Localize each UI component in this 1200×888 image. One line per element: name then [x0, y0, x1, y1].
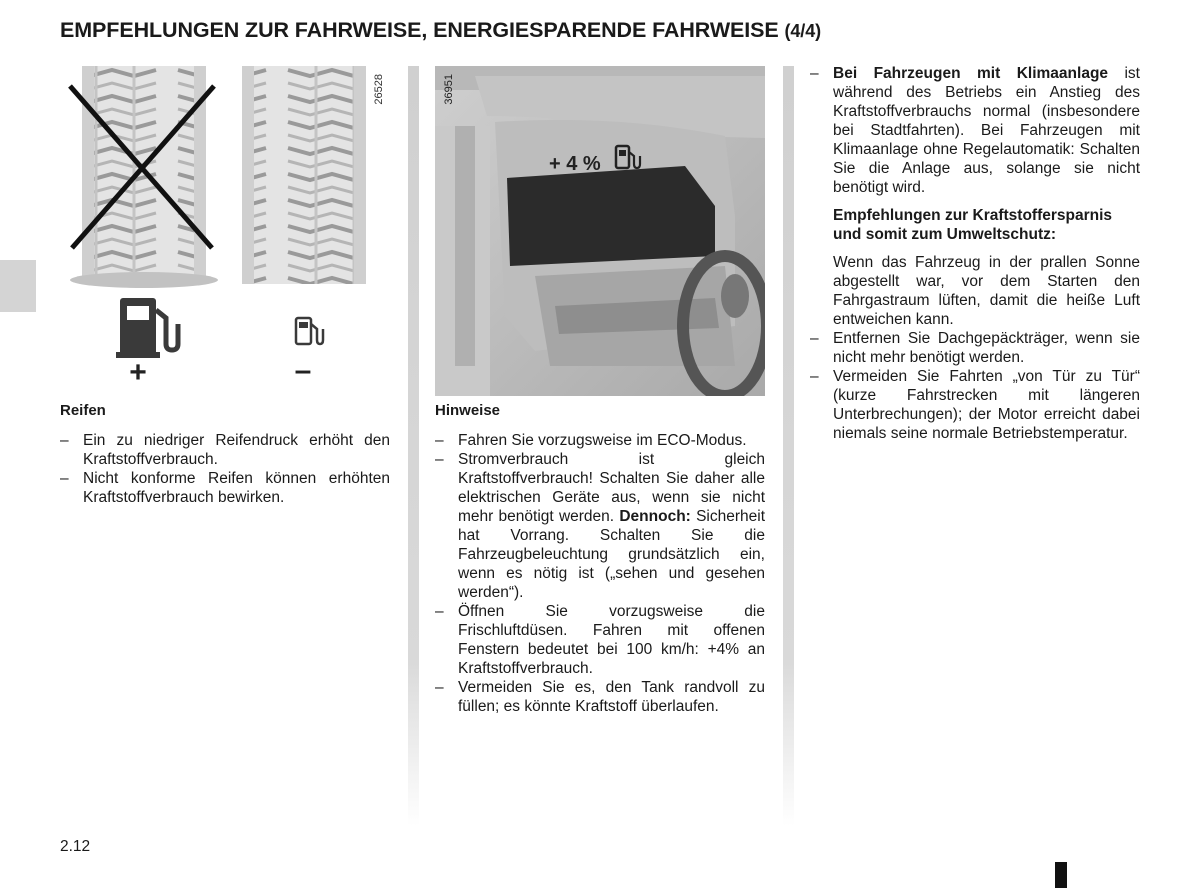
fuel-pump-small-icon [296, 318, 323, 344]
plus-sign: + [129, 356, 147, 389]
page-title: EMPFEHLUNGEN ZUR FAHRWEISE, ENERGIESPARENDE FAHRWEISE (4/4) [60, 18, 822, 42]
notes-list [435, 431, 765, 716]
list-item: – Stromverbrauch ist gleich Kraftstoffverbrauch! Schalten Sie daher alle elektrischen Geräte aus, wenn sie nicht mehr benötigt werden. Dennoch: Sicherheit hat Vorrang. Schalten Sie die Fahrzeugbeleuchtung grundsätzlich ein, wenn es nötig ist („sehen und gesehen werden“). [435, 450, 765, 602]
emphasis-text: Bei Fahrzeugen mit Klimaanlage [833, 65, 1109, 82]
tire-illustration [60, 66, 400, 396]
page-number: 2.12 [60, 838, 91, 855]
section-heading-tires: Reifen [60, 402, 106, 419]
page-title-part: (4/4) [784, 21, 822, 41]
list-item: – Ein zu niedriger Reifendruck erhöht den Kraftstoffverbrauch. [60, 431, 390, 469]
list-item: – Bei Fahrzeugen mit Klimaanlage ist während des Betriebs ein Anstieg des Kraftstoffverbrauchs normal (insbesondere bei Stadtfahrten). Bei Fahrzeugen mit Klimaanlage ohne Regelautomatik: Schalten Sie die Anlage aus, solange sie nicht benötigt wird. [810, 64, 1140, 197]
figure-code: 36951 [443, 74, 455, 105]
tires-list [60, 431, 390, 507]
climate-list [810, 64, 1140, 197]
list-item: – Fahren Sie vorzugsweise im ECO-Modus. [435, 431, 765, 450]
subheading-fuel-saving: Empfehlungen zur Kraftstoffersparnis und somit zum Umweltschutz: [833, 207, 1113, 243]
underinflated-tire [70, 66, 218, 288]
ventilation-paragraph: Wenn das Fahrzeug in der prallen Sonne abgestellt war, vor dem Starten den Fahrgastraum lüften, damit die heiße Luft entweichen kann. [833, 254, 1140, 328]
list-item: – Entfernen Sie Dachgepäckträger, wenn sie nicht mehr benötigt werden. [810, 329, 1140, 367]
fuel-saving-list [810, 329, 1140, 443]
fuel-pump-large-icon [116, 298, 178, 358]
consumption-overlay: + 4 % [549, 153, 601, 175]
list-item: – Öffnen Sie vorzugsweise die Frischluftdüsen. Fahren mit offenen Fenstern bedeutet bei 100 km/h: +4% an Kraftstoffverbrauch. [435, 602, 765, 678]
list-item: – Vermeiden Sie es, den Tank randvoll zu füllen; es könnte Kraftstoff überlaufen. [435, 678, 765, 716]
column-divider [408, 66, 419, 826]
figure-code: 26528 [373, 74, 385, 105]
list-item: – Nicht konforme Reifen können erhöhten Kraftstoffverbrauch bewirken. [60, 469, 390, 507]
window-glass [507, 166, 715, 266]
car-window-illustration [435, 66, 765, 396]
column-divider [783, 66, 794, 826]
correct-tire [242, 66, 366, 284]
minus-sign: – [294, 354, 312, 387]
section-heading-notes: Hinweise [435, 402, 501, 419]
chapter-tab [0, 260, 36, 312]
page-marker [1055, 862, 1067, 888]
emphasis-text: Dennoch: [619, 508, 691, 525]
list-item: – Vermeiden Sie Fahrten „von Tür zu Tür“ (kurze Fahrstrecken mit längeren Unterbrechungen); der Motor erreicht dabei niemals seine normale Betriebstemperatur. [810, 367, 1140, 443]
